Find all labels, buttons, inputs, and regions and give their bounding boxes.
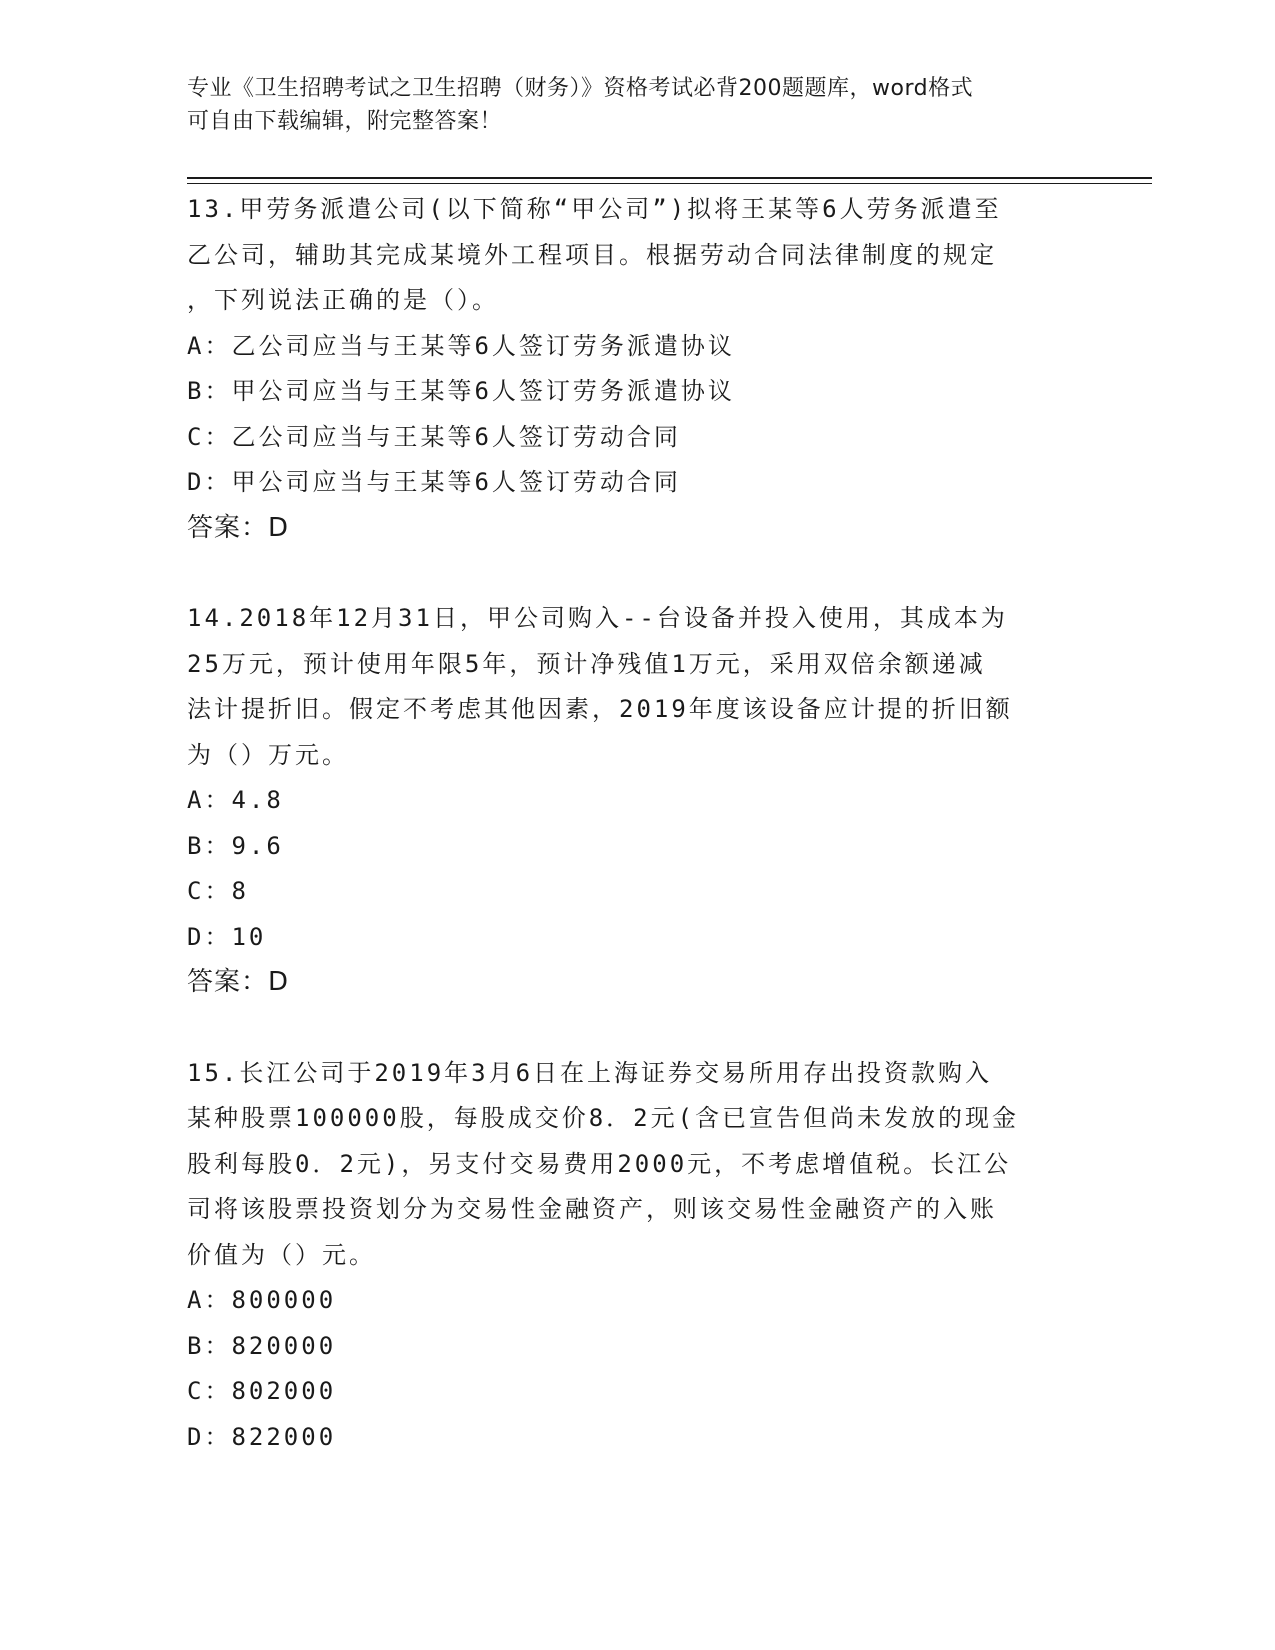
- question-14: [187, 596, 1087, 1006]
- option-d: D：甲公司应当与王某等6人签订劳动合同: [187, 468, 681, 496]
- question-stem-line: ，下列说法正确的是（）。: [187, 286, 499, 314]
- question-13: [187, 187, 1087, 551]
- question-stem-line: 司将该股票投资划分为交易性金融资产，则该交易性金融资产的入账: [187, 1195, 997, 1223]
- option-d: D：822000: [187, 1422, 337, 1451]
- option-b: B：820000: [187, 1331, 337, 1360]
- option-c: C：乙公司应当与王某等6人签订劳动合同: [187, 422, 681, 451]
- question-15: [187, 1051, 1087, 1461]
- question-spacer: [187, 1006, 1087, 1051]
- answer-line: 答案：D: [187, 512, 290, 543]
- document-header: [187, 72, 1067, 138]
- option-a: A：乙公司应当与王某等6人签订劳务派遣协议: [187, 331, 735, 360]
- option-c: C：8: [187, 877, 249, 905]
- option-c: C：802000: [187, 1377, 337, 1405]
- question-stem-line: 为（）万元。: [187, 740, 349, 769]
- option-b: B：9.6: [187, 831, 284, 860]
- option-d: D：10: [187, 922, 267, 951]
- question-spacer: [187, 551, 1087, 596]
- header-divider-thin: [187, 183, 1152, 184]
- header-divider-thick: [187, 177, 1152, 179]
- question-stem-line: 股利每股0．2元)，另支付交易费用2000元，不考虑增值税。长江公: [187, 1149, 1012, 1178]
- question-stem-line: 乙公司，辅助其完成某境外工程项目。根据劳动合同法律制度的规定: [187, 240, 997, 269]
- header-line-1: 专业《卫生招聘考试之卫生招聘（财务）》资格考试必背200题题库，word格式: [187, 76, 974, 101]
- question-stem-line: 某种股票100000股，每股成交价8．2元(含已宣告但尚未发放的现金: [187, 1104, 1020, 1132]
- option-b: B：甲公司应当与王某等6人签订劳务派遣协议: [187, 377, 735, 405]
- question-stem-line: 25万元，预计使用年限5年，预计净残值1万元，采用双倍余额递减: [187, 649, 986, 678]
- question-stem-line: 价值为（）元。: [187, 1240, 376, 1269]
- question-stem-line: 法计提折旧。假定不考虑其他因素，2019年度该设备应计提的折旧额: [187, 695, 1013, 723]
- header-line-2: 可自由下载编辑，附完整答案！: [187, 109, 503, 134]
- question-stem-line: 15.长江公司于2019年3月6日在上海证券交易所用存出投资款购入: [187, 1058, 993, 1087]
- option-a: A：4.8: [187, 786, 284, 814]
- question-list: [187, 187, 1087, 1460]
- question-stem-line: 13.甲劳务派遣公司(以下简称“甲公司”)拟将王某等6人劳务派遣至: [187, 195, 1002, 223]
- question-stem-line: 14.2018年12月31日，甲公司购入--台设备并投入使用，其成本为: [187, 604, 1008, 632]
- option-a: A：800000: [187, 1286, 337, 1314]
- answer-line: 答案：D: [187, 967, 290, 997]
